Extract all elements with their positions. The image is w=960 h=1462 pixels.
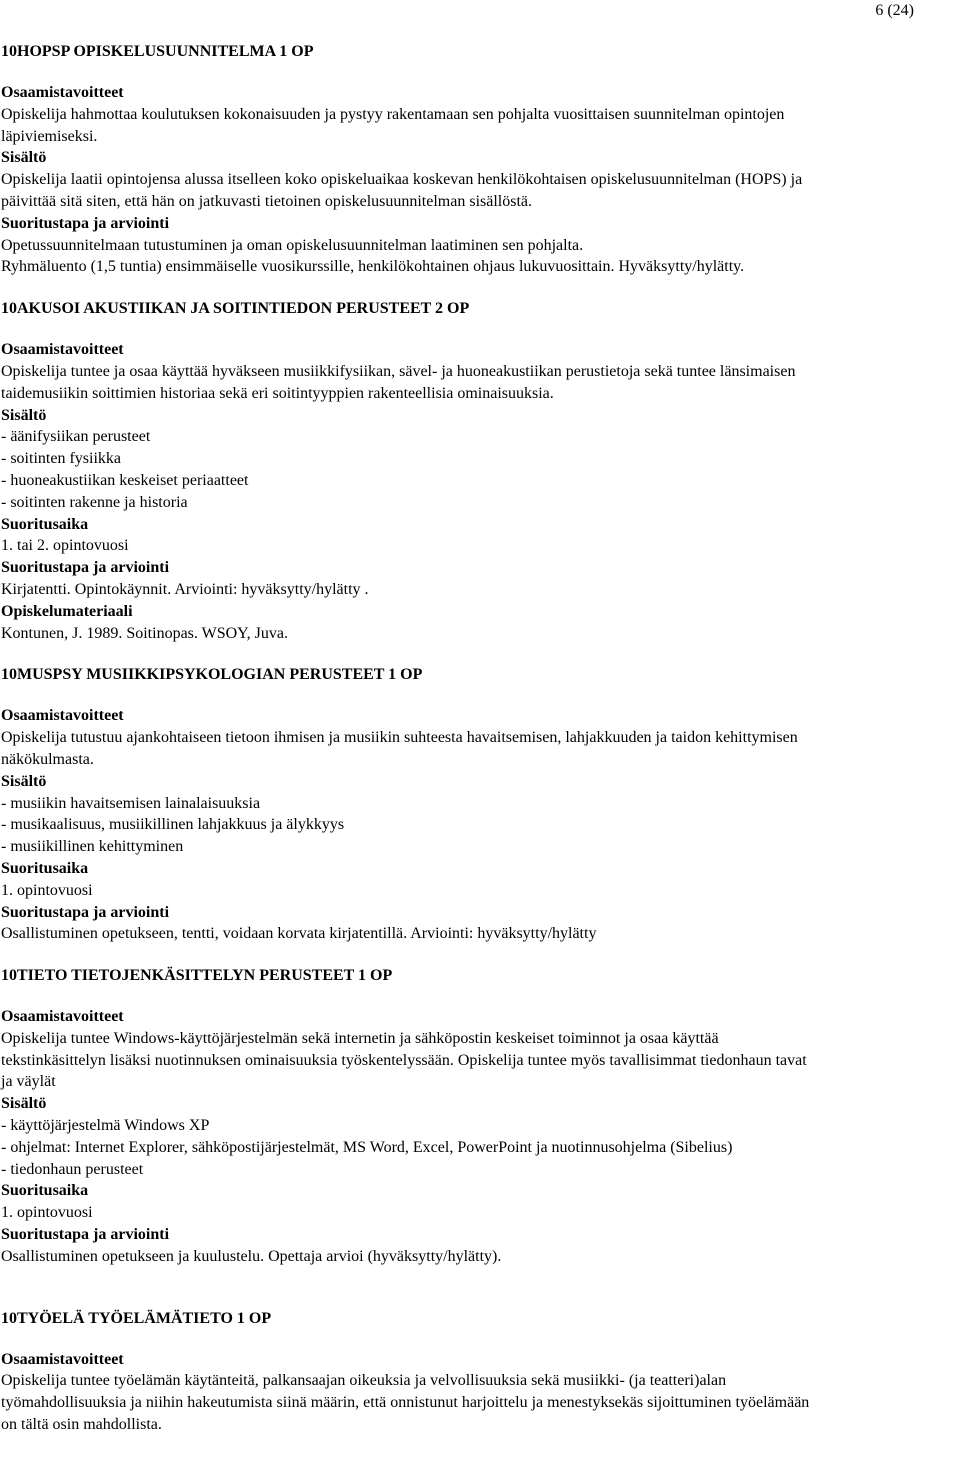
section-label: Sisältö (1, 1095, 47, 1113)
text-line: päivittää sitä siten, että hän on jatkuvasti tietoinen opiskelusuunnitelman sisällöstä. (1, 192, 533, 210)
course-akusoi (1, 298, 951, 644)
text-line: Ryhmäluento (1,5 tuntia) ensimmäiselle vuosikurssille, henkilökohtainen ohjaus lukuvuosittain. Hyväksytty/hylätty. (1, 258, 745, 276)
course-title: 10MUSPSY MUSIIKKIPSYKOLOGIAN PERUSTEET 1 OP (1, 666, 423, 684)
list-item: - soitinten fysiikka (1, 450, 121, 468)
text-line: Kontunen, J. 1989. Soitinopas. WSOY, Juva. (1, 624, 288, 642)
list-item: - ohjelmat: Internet Explorer, sähköpostijärjestelmät, MS Word, Excel, PowerPoint ja nuotinnusohjelma (Sibelius) (1, 1138, 733, 1156)
text-line: Kirjatentti. Opintokäynnit. Arviointi: hyväksytty/hylätty . (1, 580, 369, 598)
section-label: Sisältö (1, 406, 47, 424)
course-tyoela (1, 1308, 951, 1436)
list-item: - soitinten rakenne ja historia (1, 493, 188, 511)
spacer (1, 644, 951, 664)
section-label: Suoritusaika (1, 1182, 89, 1200)
list-item: - huoneakustiikan keskeiset periaatteet (1, 471, 249, 489)
text-line: Osallistuminen opetukseen, tentti, voidaan korvata kirjatentillä. Arviointi: hyväksytty/hylätty (1, 925, 597, 943)
section-label: Suoritustapa ja arviointi (1, 903, 170, 921)
page-number: 6 (24) (875, 2, 914, 19)
section-label: Sisältö (1, 772, 47, 790)
text-line: 1. opintovuosi (1, 1204, 93, 1222)
course-muspsy (1, 664, 951, 945)
text-line: Opiskelija laatii opintojensa alussa itselleen koko opiskeluaikaa koskevan henkilökohtaisen opiskelusuunnitelman (HOPS) ja (1, 171, 803, 189)
spacer (1, 1268, 951, 1308)
text-line: ja väylät (1, 1073, 56, 1091)
text-line: 1. opintovuosi (1, 881, 93, 899)
document-body (1, 41, 951, 1436)
section-label: Osaamistavoitteet (1, 707, 124, 725)
section-label: Suoritustapa ja arviointi (1, 214, 170, 232)
text-line: Osallistuminen opetukseen ja kuulustelu. Opettaja arvioi (hyväksytty/hylätty). (1, 1247, 502, 1265)
section-label: Sisältö (1, 149, 47, 167)
spacer (1, 278, 951, 298)
section-label: Osaamistavoitteet (1, 1008, 124, 1026)
text-line: taidemusiikin soittimien historiaa sekä eri soitintyyppien rakenteellisia ominaisuuksia. (1, 384, 554, 402)
section-label: Suoritustapa ja arviointi (1, 559, 170, 577)
text-line: Opiskelija hahmottaa koulutuksen kokonaisuuden ja pystyy rakentamaan sen pohjalta vuosittaisen suunnitelman opintojen (1, 105, 785, 123)
text-line: Opiskelija tutustuu ajankohtaiseen tietoon ihmisen ja musiikin suhteesta havaitsemisen, lahjakkuuden ja taidon kehittymisen (1, 729, 798, 747)
list-item: - musikaalisuus, musiikillinen lahjakkuus ja älykkyys (1, 816, 345, 834)
list-item: - käyttöjärjestelmä Windows XP (1, 1117, 210, 1135)
text-line: työmahdollisuuksia ja niihin hakeutumista siinä määrin, että onnistunut harjoittelu ja menestyksekäs sijoittuminen työelämään (1, 1394, 810, 1412)
section-label: Osaamistavoitteet (1, 341, 124, 359)
text-line: näkökulmasta. (1, 750, 94, 768)
section-label: Suoritustapa ja arviointi (1, 1226, 170, 1244)
list-item: - musiikin havaitsemisen lainalaisuuksia (1, 794, 261, 812)
course-tieto (1, 965, 951, 1268)
text-line: 1. tai 2. opintovuosi (1, 537, 129, 555)
text-line: Opiskelija tuntee työelämän käytänteitä, palkansaajan oikeuksia ja velvollisuuksia sekä musiikki- (ja teatteri)alan (1, 1372, 727, 1390)
section-label: Suoritusaika (1, 515, 89, 533)
list-item: - äänifysiikan perusteet (1, 428, 151, 446)
spacer (1, 945, 951, 965)
text-line: tekstinkäsittelyn lisäksi nuotinnuksen ominaisuuksia työskentelyssään. Opiskelija tuntee myös tavallisimmat tiedonhaun tavat (1, 1051, 807, 1069)
course-title: 10AKUSOI AKUSTIIKAN JA SOITINTIEDON PERUSTEET 2 OP (1, 300, 470, 318)
text-line: Opetussuunnitelmaan tutustuminen ja oman opiskelusuunnitelman laatiminen sen pohjalta. (1, 236, 584, 254)
course-title: 10HOPSP OPISKELUSUUNNITELMA 1 OP (1, 43, 314, 60)
section-label: Suoritusaika (1, 859, 89, 877)
list-item: - musiikillinen kehittyminen (1, 838, 184, 856)
section-label: Osaamistavoitteet (1, 84, 124, 101)
section-label: Opiskelumateriaali (1, 602, 133, 620)
text-line: Opiskelija tuntee ja osaa käyttää hyväkseen musiikkifysiikan, sävel- ja huoneakustiikan perustietoja sekä tuntee länsimaisen (1, 362, 796, 380)
course-title: 10TIETO TIETOJENKÄSITTELYN PERUSTEET 1 OP (1, 967, 393, 985)
list-item: - tiedonhaun perusteet (1, 1160, 144, 1178)
course-title: 10TYÖELÄ TYÖELÄMÄTIETO 1 OP (1, 1309, 272, 1327)
course-hopsp (1, 41, 951, 278)
text-line: läpiviemiseksi. (1, 127, 98, 145)
section-label: Osaamistavoitteet (1, 1350, 124, 1368)
text-line: Opiskelija tuntee Windows-käyttöjärjestelmän sekä internetin ja sähköpostin keskeiset toiminnot ja osaa käyttää (1, 1029, 719, 1047)
text-line: on tältä osin mahdollista. (1, 1416, 162, 1434)
